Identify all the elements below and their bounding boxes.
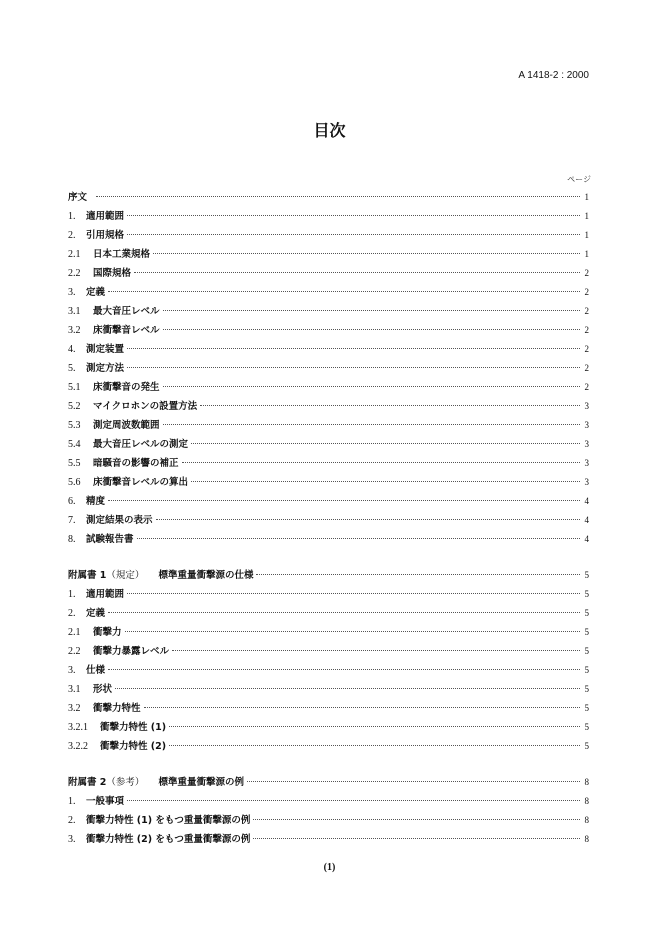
dot-leader	[156, 519, 580, 520]
dot-leader	[153, 253, 580, 254]
section-title: 形状	[93, 684, 113, 695]
section-number: 5.2	[68, 401, 81, 412]
page-ref: 3	[584, 458, 589, 468]
section-number: 3.	[68, 665, 76, 676]
toc-entry[interactable]	[68, 283, 589, 302]
dot-leader	[182, 462, 580, 463]
dot-leader	[108, 669, 580, 670]
section-title: 衝撃力特性 (2) をもつ重量衝撃源の例	[86, 834, 251, 845]
dot-leader	[163, 386, 580, 387]
dot-leader	[108, 500, 580, 501]
page-ref: 1	[584, 211, 589, 221]
section-title: 衝撃力特性 (1)	[100, 722, 167, 733]
section-title: 最大音圧レベルの測定	[93, 439, 189, 450]
toc-entry[interactable]	[68, 397, 589, 416]
section-title: 衝撃力特性	[93, 703, 141, 714]
annex-type: （規定）	[106, 570, 145, 581]
page-ref: 2	[584, 325, 589, 335]
page-ref: 8	[584, 796, 589, 806]
page-ref: 2	[584, 268, 589, 278]
section-title: 適用範囲	[86, 211, 125, 222]
dot-leader	[163, 310, 580, 311]
page-ref: 2	[584, 287, 589, 297]
section-title: 最大音圧レベル	[93, 306, 160, 317]
toc-entry[interactable]	[68, 604, 589, 623]
section-number: 2.2	[68, 646, 81, 657]
toc-entry[interactable]	[68, 680, 589, 699]
section-number: 1.	[68, 589, 76, 600]
toc-entry[interactable]	[68, 623, 589, 642]
dot-leader	[144, 707, 580, 708]
toc-entry[interactable]	[68, 454, 589, 473]
page-ref: 5	[584, 589, 589, 599]
toc-entry[interactable]	[68, 416, 589, 435]
page-ref: 3	[584, 477, 589, 487]
dot-leader	[137, 538, 580, 539]
section-number: 2.1	[68, 249, 81, 260]
section-title: 床衝撃音の発生	[93, 382, 160, 393]
dot-leader	[127, 215, 580, 216]
dot-leader	[247, 781, 580, 782]
section-title: 測定周波数範囲	[93, 420, 160, 431]
section-number: 1.	[68, 796, 76, 807]
annex-name: 標準重量衝撃源の仕様	[158, 570, 254, 581]
page-ref: 5	[584, 665, 589, 675]
page-ref: 4	[584, 534, 589, 544]
toc-entry[interactable]	[68, 226, 589, 245]
section-spacer	[68, 756, 589, 773]
section-title: 測定装置	[86, 344, 125, 355]
page-ref: 3	[584, 439, 589, 449]
dot-leader	[127, 348, 580, 349]
section-number: 3.2.1	[68, 722, 88, 733]
section-number: 5.	[68, 363, 76, 374]
section-title: 国際規格	[93, 268, 132, 279]
page-ref: 5	[584, 627, 589, 637]
annex-title	[68, 566, 253, 585]
toc-entry[interactable]	[68, 661, 589, 680]
section-number: 3.2.2	[68, 741, 88, 752]
dot-leader	[163, 424, 580, 425]
page-number: (1)	[323, 862, 336, 873]
annex-heading[interactable]	[68, 773, 589, 792]
dot-leader	[108, 612, 580, 613]
page-ref: 5	[584, 608, 589, 618]
toc-entry[interactable]	[68, 207, 589, 226]
section-number: 5.3	[68, 420, 81, 431]
toc-entry[interactable]	[68, 811, 589, 830]
dot-leader	[256, 574, 580, 575]
dot-leader	[127, 800, 580, 801]
section-number: 3.	[68, 834, 76, 845]
section-title: 仕様	[86, 665, 106, 676]
section-title: 床衝撃音レベル	[93, 325, 160, 336]
section-number: 5.1	[68, 382, 81, 393]
section-title: 定義	[86, 608, 106, 619]
page-ref: 8	[584, 834, 589, 844]
toc-entry[interactable]	[68, 792, 589, 811]
section-number: 2.	[68, 815, 76, 826]
toc-entry[interactable]	[68, 585, 589, 604]
toc-entry[interactable]	[68, 359, 589, 378]
annex-label: 附属書 2	[68, 777, 107, 788]
section-number: 1.	[68, 211, 76, 222]
dot-leader	[125, 631, 580, 632]
annex-type: （参考）	[106, 777, 145, 788]
dot-leader	[169, 726, 580, 727]
section-title: 試験報告書	[86, 534, 134, 545]
section-title: マイクロホンの設置方法	[93, 401, 198, 412]
page-column-label: ページ	[567, 175, 591, 184]
section-title: 測定方法	[86, 363, 125, 374]
page-ref: 5	[584, 570, 589, 580]
toc-entry[interactable]	[68, 302, 589, 321]
page-ref: 1	[584, 230, 589, 240]
section-number: 5.4	[68, 439, 81, 450]
page-ref: 5	[584, 741, 589, 751]
section-number: 3.1	[68, 684, 81, 695]
document-number: A 1418-2 : 2000	[518, 70, 589, 81]
toc-entry[interactable]	[68, 492, 589, 511]
toc-entry[interactable]	[68, 642, 589, 661]
page-ref: 2	[584, 306, 589, 316]
dot-leader	[127, 593, 580, 594]
section-title: 測定結果の表示	[86, 515, 153, 526]
section-title: 衝撃力特性 (2)	[100, 741, 167, 752]
page-ref: 5	[584, 684, 589, 694]
toc-entry[interactable]	[68, 699, 589, 718]
toc-entry[interactable]	[68, 530, 589, 549]
toc-entry[interactable]	[68, 245, 589, 264]
dot-leader	[169, 745, 580, 746]
section-title: 序文	[68, 192, 88, 203]
page-ref: 5	[584, 722, 589, 732]
page-ref: 1	[584, 192, 589, 202]
section-number: 8.	[68, 534, 76, 545]
page-ref: 2	[584, 344, 589, 354]
dot-leader	[127, 234, 580, 235]
section-number: 2.	[68, 608, 76, 619]
section-title: 一般事項	[86, 796, 125, 807]
section-title: 衝撃力	[93, 627, 122, 638]
section-title: 精度	[86, 496, 106, 507]
annex-heading[interactable]	[68, 566, 589, 585]
toc-entry[interactable]	[68, 473, 589, 492]
section-number: 3.1	[68, 306, 81, 317]
section-title: 適用範囲	[86, 589, 125, 600]
section-title: 暗騒音の影響の補正	[93, 458, 179, 469]
section-number: 7.	[68, 515, 76, 526]
section-number: 5.6	[68, 477, 81, 488]
toc-entry[interactable]	[68, 718, 589, 737]
page-ref: 2	[584, 363, 589, 373]
section-title: 定義	[86, 287, 106, 298]
section-number: 3.2	[68, 325, 81, 336]
page-ref: 8	[584, 777, 589, 787]
section-title: 引用規格	[86, 230, 125, 241]
toc-entry[interactable]	[68, 511, 589, 530]
section-number: 3.	[68, 287, 76, 298]
dot-leader	[115, 688, 580, 689]
dot-leader	[96, 196, 580, 197]
page-ref: 5	[584, 703, 589, 713]
dot-leader	[200, 405, 580, 406]
page-ref: 1	[584, 249, 589, 259]
page-ref: 4	[584, 515, 589, 525]
page-title: 目次	[313, 121, 346, 140]
table-of-contents	[68, 188, 589, 849]
page-ref: 3	[584, 401, 589, 411]
dot-leader	[253, 838, 580, 839]
annex-name: 標準重量衝撃源の例	[158, 777, 244, 788]
section-title: 日本工業規格	[93, 249, 151, 260]
section-title: 衝撃力暴露レベル	[93, 646, 170, 657]
toc-entry[interactable]	[68, 737, 589, 756]
section-number: 4.	[68, 344, 76, 355]
section-number: 2.1	[68, 627, 81, 638]
toc-entry[interactable]	[68, 340, 589, 359]
section-title: 衝撃力特性 (1) をもつ重量衝撃源の例	[86, 815, 251, 826]
dot-leader	[191, 481, 580, 482]
dot-leader	[172, 650, 580, 651]
page-ref: 3	[584, 420, 589, 430]
toc-entry[interactable]	[68, 435, 589, 454]
dot-leader	[253, 819, 580, 820]
section-number: 6.	[68, 496, 76, 507]
page-ref: 2	[584, 382, 589, 392]
section-number: 5.5	[68, 458, 81, 469]
annex-title	[68, 773, 244, 792]
section-title: 床衝撃音レベルの算出	[93, 477, 189, 488]
section-number: 3.2	[68, 703, 81, 714]
section-number: 2.2	[68, 268, 81, 279]
toc-entry[interactable]	[68, 264, 589, 283]
dot-leader	[127, 367, 580, 368]
page-ref: 8	[584, 815, 589, 825]
dot-leader	[134, 272, 580, 273]
dot-leader	[163, 329, 580, 330]
toc-entry[interactable]	[68, 188, 589, 207]
annex-label: 附属書 1	[68, 570, 107, 581]
page-ref: 5	[584, 646, 589, 656]
toc-entry[interactable]	[68, 378, 589, 397]
dot-leader	[108, 291, 580, 292]
section-number: 2.	[68, 230, 76, 241]
toc-entry[interactable]	[68, 321, 589, 340]
section-spacer	[68, 549, 589, 566]
dot-leader	[191, 443, 580, 444]
page-ref: 4	[584, 496, 589, 506]
toc-entry[interactable]	[68, 830, 589, 849]
